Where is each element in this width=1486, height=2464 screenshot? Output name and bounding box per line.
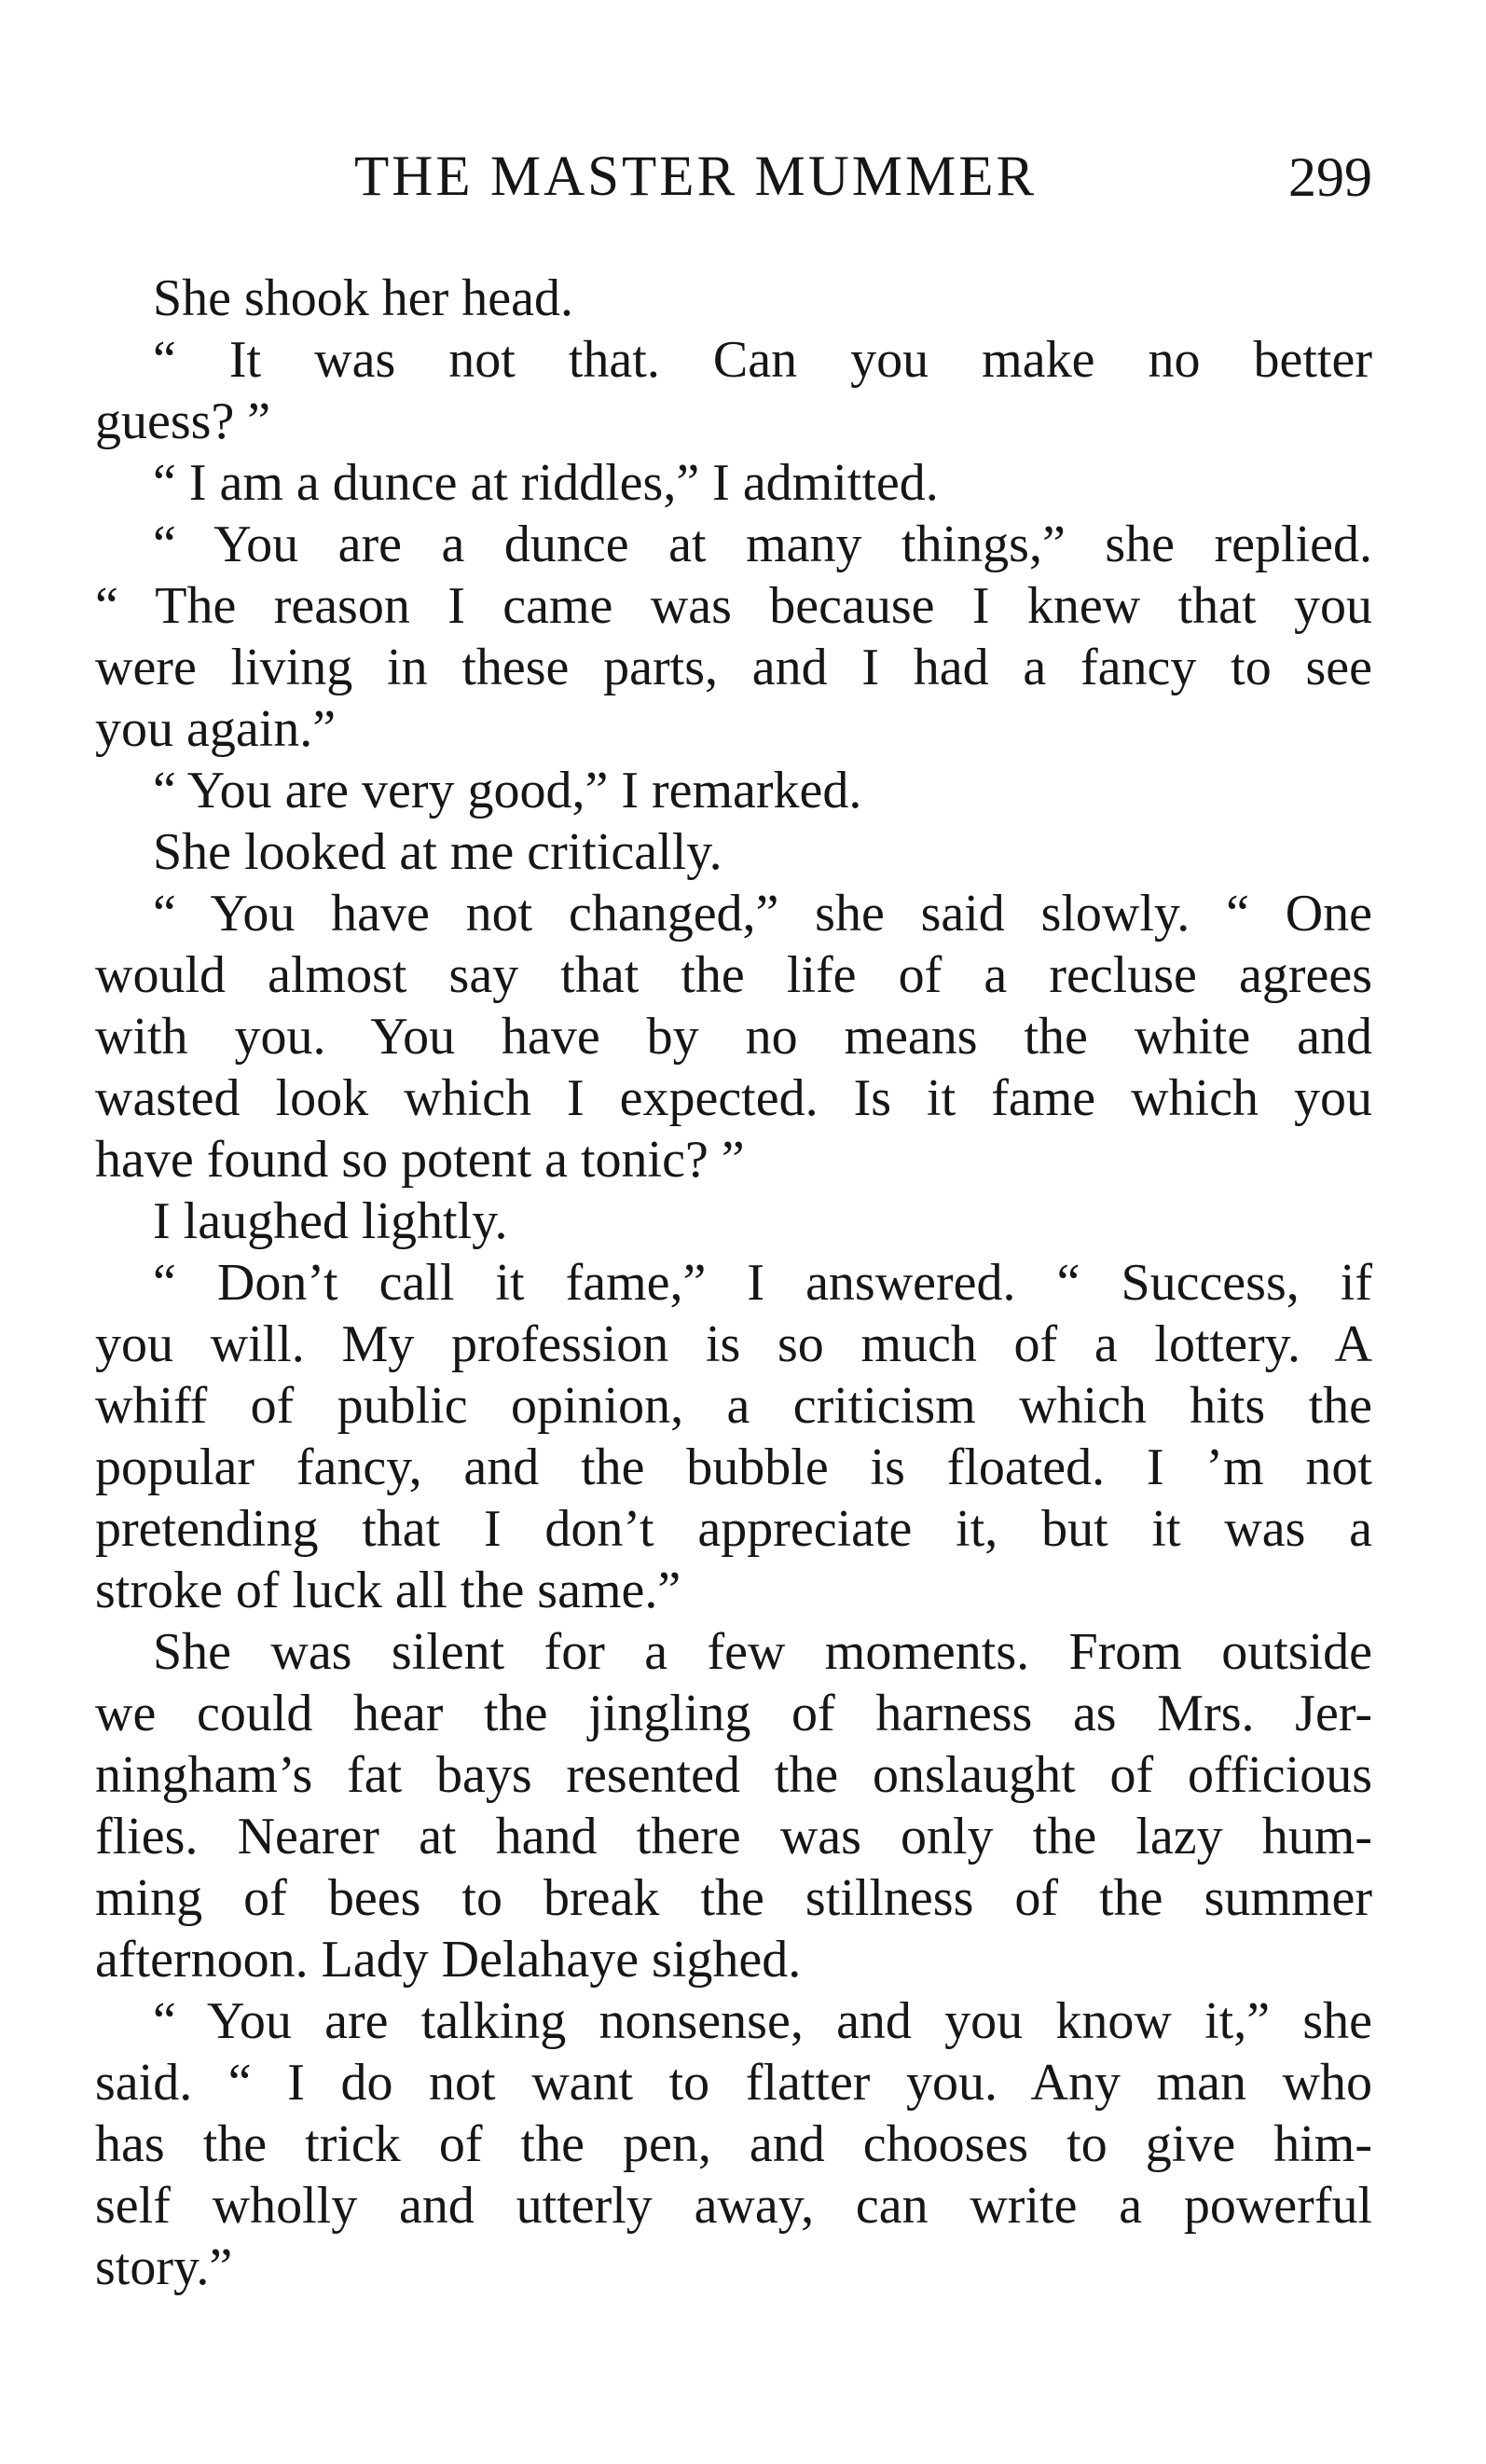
text-line: “ The reason I came was because I knew that you	[95, 577, 1372, 635]
page-number: 299	[1288, 146, 1372, 208]
text-line: you will. My profession is so much of a lottery. A	[95, 1315, 1372, 1373]
text-line: stroke of luck all the same.”	[95, 1562, 681, 1619]
text-line: were living in these parts, and I had a fancy to see	[95, 639, 1372, 696]
text-line: “ You are very good,” I remarked.	[153, 762, 862, 819]
text-line: “ Don’t call it fame,” I answered. “ Success, if	[153, 1254, 1372, 1312]
text-line: “ You are talking nonsense, and you know it,” she	[153, 1992, 1372, 2050]
running-head	[95, 140, 1372, 214]
text-line: whiff of public opinion, a criticism which hits the	[95, 1377, 1372, 1435]
text-line: I laughed lightly.	[153, 1192, 508, 1250]
text-line: She looked at me critically.	[153, 823, 722, 881]
text-line: She was silent for a few moments. From outside	[153, 1623, 1372, 1681]
running-title: THE MASTER MUMMER	[354, 145, 1038, 208]
text-line: pretending that I don’t appreciate it, but it was a	[95, 1500, 1372, 1558]
text-line: “ You are a dunce at many things,” she replied.	[153, 516, 1372, 573]
text-line: have found so potent a tonic? ”	[95, 1131, 745, 1189]
text-line: self wholly and utterly away, can write a powerful	[95, 2177, 1372, 2235]
text-line: “ You have not changed,” she said slowly. “ One	[153, 885, 1372, 943]
text-line: wasted look which I expected. Is it fame which you	[95, 1069, 1372, 1127]
text-line: “ It was not that. Can you make no better	[153, 331, 1372, 389]
text-line: has the trick of the pen, and chooses to give him-	[95, 2115, 1372, 2173]
text-line: guess? ”	[95, 392, 271, 450]
text-line: ming of bees to break the stillness of the summer	[95, 1869, 1372, 1927]
text-line: we could hear the jingling of harness as Mrs. Jer-	[95, 1685, 1372, 1742]
text-line: you again.”	[95, 700, 337, 758]
text-line: popular fancy, and the bubble is floated. I ’m not	[95, 1438, 1372, 1496]
text-line: said. “ I do not want to flatter you. Any man who	[95, 2054, 1372, 2112]
text-line: flies. Nearer at hand there was only the lazy hum-	[95, 1808, 1372, 1865]
text-line: “ I am a dunce at riddles,” I admitted.	[153, 454, 939, 512]
text-line: afternoon. Lady Delahaye sighed.	[95, 1931, 802, 1989]
text-line: ningham’s fat bays resented the onslaught of officious	[95, 1746, 1372, 1804]
text-line: story.”	[95, 2238, 233, 2296]
body-text	[95, 268, 1372, 2298]
text-line: with you. You have by no means the white and	[95, 1008, 1372, 1066]
text-line: would almost say that the life of a recluse agrees	[95, 946, 1372, 1004]
text-line: She shook her head.	[153, 269, 574, 327]
